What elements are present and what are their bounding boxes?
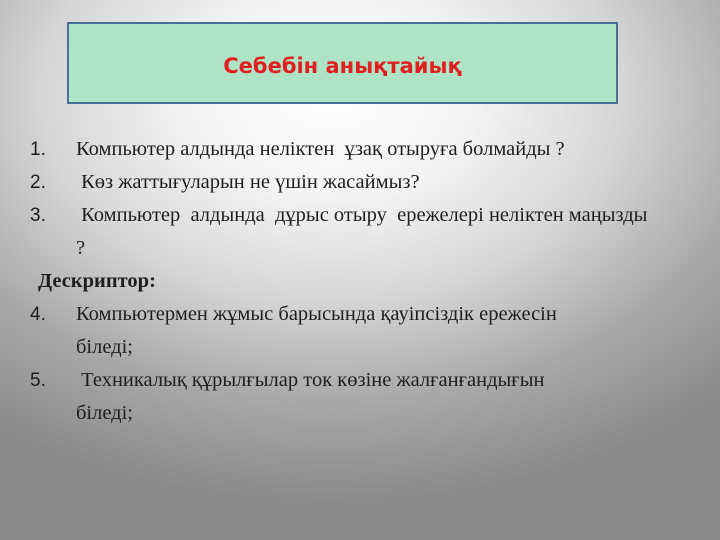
list-item (30, 364, 560, 430)
list-item-text: Техникалық құрылғылар ток көзіне жалғанғандығын біледі; (76, 369, 560, 424)
list-item-text: Көз жаттығуларын не үшін жасаймыз? (76, 171, 420, 193)
list-item-text: Компьютермен жұмыс барысында қауіпсіздік ережесін біледі; (76, 303, 562, 358)
slide-title: Себебін анықтайық (223, 54, 462, 78)
title-box (67, 22, 618, 104)
list-item-number: 4. (30, 304, 46, 325)
list-item (30, 133, 566, 166)
list-item-number: 1. (30, 139, 46, 160)
list-item (30, 166, 670, 199)
list-item-number: 5. (30, 370, 46, 391)
list-item-number: 3. (30, 205, 46, 226)
list-item (30, 199, 651, 265)
descriptor-heading: Дескриптор: (38, 270, 156, 292)
list-item (30, 298, 596, 364)
list-item-text: Компьютер алдында неліктен ұзақ отыруға болмайды ? (76, 138, 565, 160)
list-item-number: 2. (30, 172, 46, 193)
list-item-text: Компьютер алдында дұрыс отыру ережелері неліктен маңызды ? (76, 204, 653, 259)
question-list (30, 133, 670, 430)
